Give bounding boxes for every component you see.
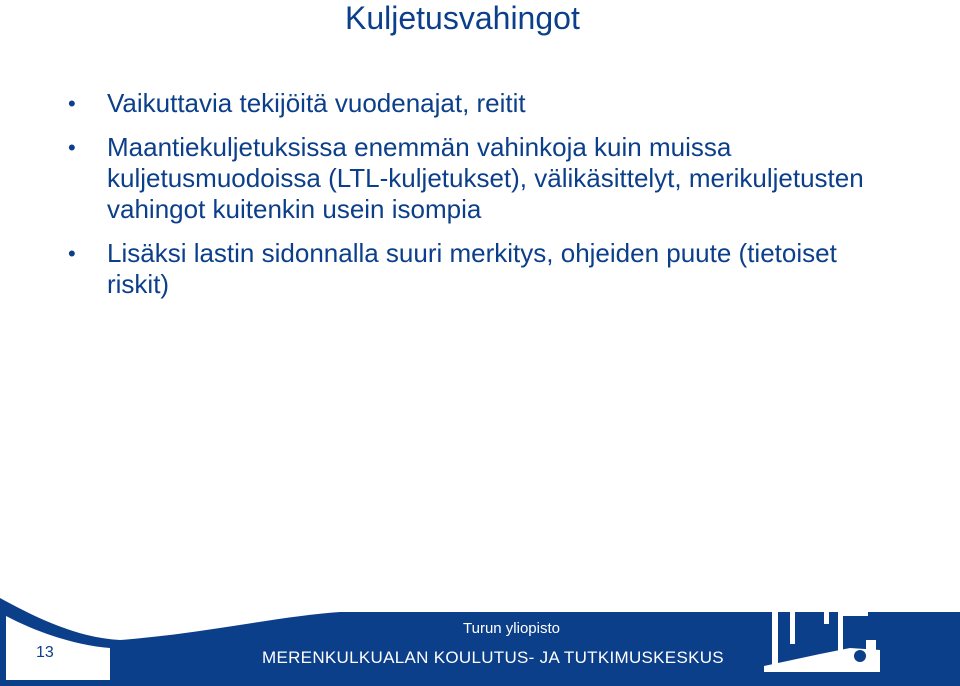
bullet-list: [66, 88, 896, 313]
footer: [0, 576, 960, 686]
bullet-item: • Vaikuttavia tekijöitä vuodenajat, reitit: [66, 88, 896, 119]
bullet-item: • Maantiekuljetuksissa enemmän vahinkoja kuin muissa kuljetusmuodoissa (LTL-kuljetukset), välikäsittelyt, merikuljetusten vahingot kuitenkin usein isompia: [66, 132, 896, 225]
bullet-item: • Lisäksi lastin sidonnalla suuri merkitys, ohjeiden puute (tietoiset riskit): [66, 238, 896, 300]
university-name: Turun yliopisto: [463, 620, 560, 637]
department-name: MERENKULKUALAN KOULUTUS- JA TUTKIMUSKESKUS: [262, 648, 724, 667]
slide-number: 13: [36, 644, 54, 661]
slide-title: Kuljetusvahingot: [345, 0, 580, 36]
